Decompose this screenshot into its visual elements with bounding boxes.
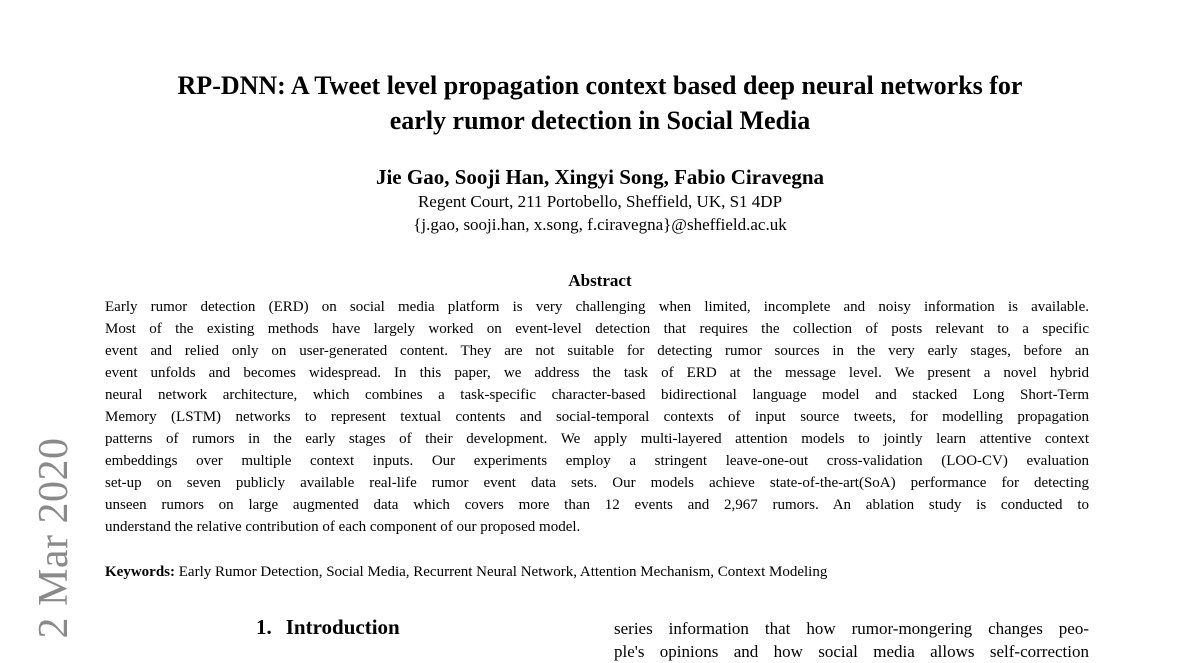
affiliation-address: Regent Court, 211 Portobello, Sheffield, UK, S1 4DP [417,192,783,211]
abstract-line: patterns of rumors in the early stages of their development. We apply multi-layered attention models to jointly learn attentive context [105,431,1089,447]
abstract-line: event unfolds and becomes widespread. In this paper, we address the task of ERD at the message level. We present a novel hybrid [105,365,1089,381]
arxiv-date-stamp: 2 Mar 2020 [31,437,77,639]
keywords-text: Early Rumor Detection, Social Media, Recurrent Neural Network, Attention Mechanism, Context Modeling [178,564,828,580]
title-line: RP-DNN: A Tweet level propagation context based deep neural networks for [177,71,1023,100]
abstract-line: unseen rumors on large augmented data which covers more than 12 events and 2,967 rumors. An ablation study is conducted to [105,497,1089,513]
section-title: Introduction [285,615,400,639]
affiliation-block [100,190,1100,236]
section-heading-introduction [256,613,400,641]
body-line: series information that how rumor-mongering changes peo- [614,619,1089,638]
abstract-line: embeddings over multiple context inputs. Our experiments employ a stringent leave-one-out cross-validation (LOO-CV) evaluation [105,453,1089,469]
author-list: Jie Gao, Sooji Han, Xingyi Song, Fabio Ciravegna [375,165,825,189]
abstract-line: set-up on seven publicly available real-life rumor event data sets. Our models achieve state-of-the-art(SoA) performance for detecting [105,475,1089,491]
author-emails: {j.gao, sooji.han, x.song, f.ciravegna}@sheffield.ac.uk [413,215,787,234]
abstract-line: neural network architecture, which combines a task-specific character-based bidirectional language model and stacked Long Short-Term [105,387,1089,403]
abstract-line: understand the relative contribution of each component of our proposed model. [105,519,581,535]
abstract-body [105,296,1089,538]
column-two-text [614,617,1089,663]
paper-title [100,68,1100,138]
title-line: early rumor detection in Social Media [389,106,811,135]
keywords-line [105,561,1089,583]
section-number: 1. [256,615,272,639]
abstract-line: event and relied only on user-generated content. They are not suitable for detecting rumor sources in the very early stages, before an [105,343,1089,359]
abstract-line: Memory (LSTM) networks to represent textual contents and social-temporal contexts of input source tweets, for modelling propagation [105,409,1089,425]
body-line: ple's opinions and how social media allows self-correction [614,642,1089,661]
abstract-line: Early rumor detection (ERD) on social media platform is very challenging when limited, incomplete and noisy information is available. [105,299,1089,315]
keywords-label: Keywords: [105,564,175,580]
abstract-heading: Abstract [568,271,632,290]
abstract-line: Most of the existing methods have largely worked on event-level detection that requires the collection of posts relevant to a specific [105,321,1089,337]
